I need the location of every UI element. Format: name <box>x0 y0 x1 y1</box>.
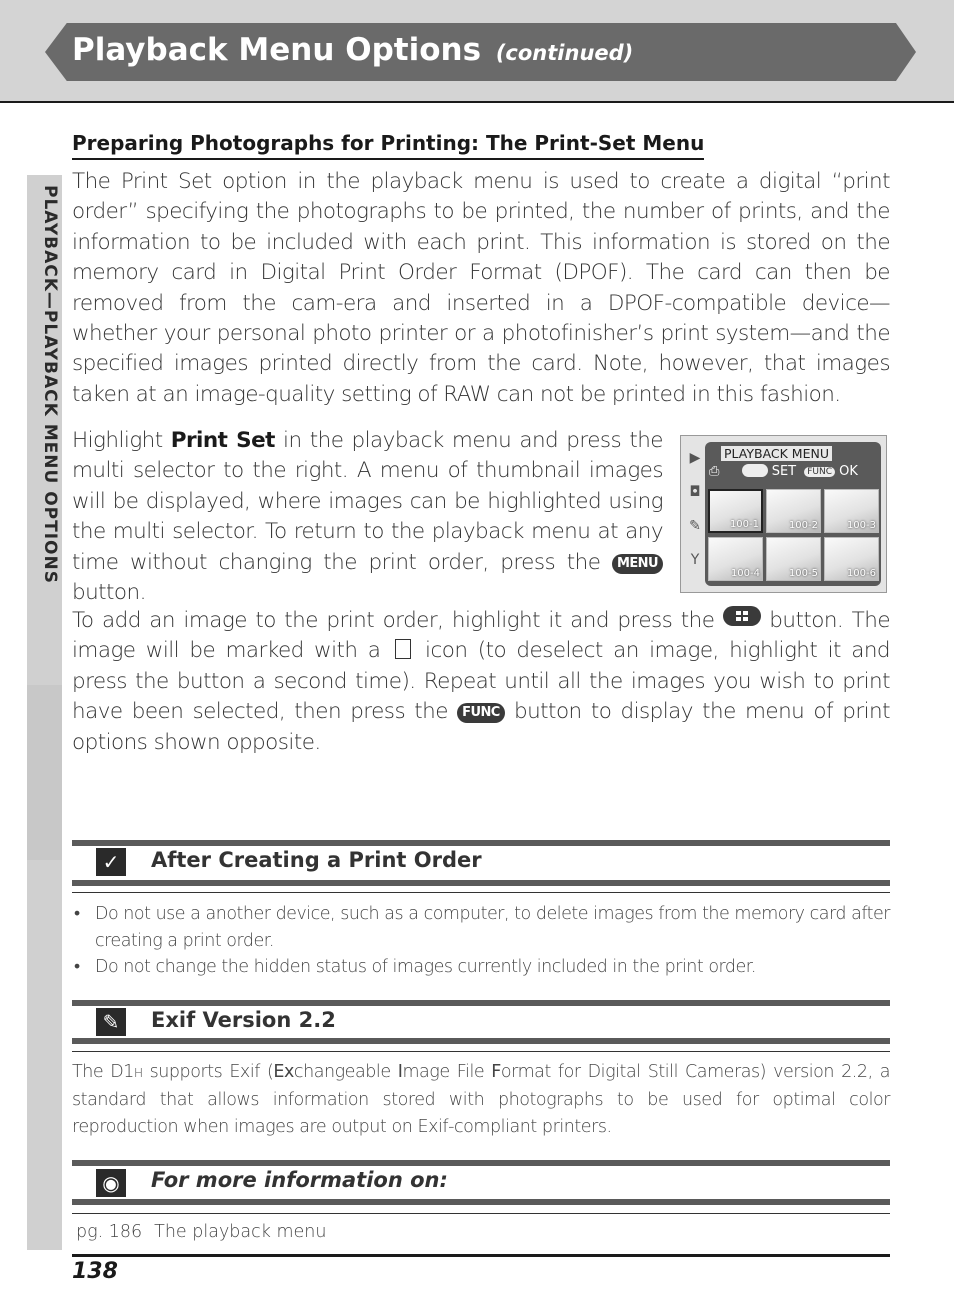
print-mark-icon <box>395 639 411 659</box>
title-main: Playback Menu Options <box>72 32 482 68</box>
section-heading: Preparing Photographs for Printing: The Print-Set Menu <box>72 128 704 160</box>
lcd-screen <box>705 442 881 586</box>
note-rule <box>72 1051 890 1052</box>
footer-rule <box>72 1254 890 1257</box>
reference-text: The playback menu <box>154 1222 327 1242</box>
wrench-icon: Y <box>690 552 700 568</box>
lcd-side-icons <box>685 450 705 590</box>
list-item: • Do not use a another device, such as a computer, to delete images from the memory card after creating a print order. <box>72 901 890 954</box>
after-bullets <box>72 901 890 981</box>
info-tag-icon: ✎ <box>96 1008 126 1036</box>
intro-paragraph: The Print Set option in the playback menu is used to create a digital “print order” specifying the photographs to be printed, the number of prints, and the information to be included with each print. This information is stored on the memory card in Digital Print Order Format (DPOF). The card can then be removed from the cam-era and inserted in a DPOF-compatible device—whether your personal photo printer or a photofinisher’s print system—and the specified images printed directly from the card. Note, however, that images taken at an image-quality setting of RAW can not be printed in this fashion. <box>72 169 890 407</box>
exif-paragraph: The D1H supports Exif (Exchangeable Image File Format for Digital Still Cameras) version 2.2, a standard that allows information stored with photographs to be used for optimal color reproduction when images are output on Exif-compliant printers. <box>72 1062 890 1137</box>
pencil-icon: ✎ <box>689 518 701 534</box>
grid-button-icon <box>723 606 761 626</box>
print-set-term: Print Set <box>170 428 275 453</box>
title-continued: (continued) <box>495 41 634 65</box>
lcd-title: PLAYBACK MENU <box>721 446 832 461</box>
note-bar <box>72 880 890 886</box>
menu-button-icon: MENU <box>612 554 663 574</box>
thumbnail[interactable]: 100-3 <box>824 489 879 533</box>
note-bar <box>72 1038 890 1044</box>
print-set-paragraph: Highlight Print Set in the playback menu and press the multi selector to the right. A menu of thumbnail images will be displayed, where images can be highlighted using the multi selector. To return to the playback menu at any time without changing the print order, press the MENU button. <box>72 428 663 606</box>
func-button-icon: FUNC <box>457 703 505 723</box>
reference-page[interactable]: pg. 186 <box>76 1222 143 1242</box>
print-mark-icon: ⎙ <box>709 464 720 479</box>
note-title-exif: Exif Version 2.2 <box>151 1008 336 1032</box>
thumbnail-grid <box>708 489 878 581</box>
lcd-control-row <box>709 464 877 482</box>
list-item: • Do not change the hidden status of images currently included in the print order. <box>72 954 890 981</box>
camera-icon: ◘ <box>689 484 701 500</box>
note-rule <box>72 1213 890 1214</box>
side-tab-label: PLAYBACK—PLAYBACK MENU OPTIONS <box>40 185 60 584</box>
thumbnail[interactable]: 100-1 <box>708 489 763 533</box>
lcd-ok-label: OK <box>839 464 858 479</box>
lcd-figure <box>680 435 887 593</box>
reference-line <box>76 1219 326 1245</box>
thumbnail[interactable]: 100-4 <box>708 537 763 581</box>
note-rule <box>72 892 890 893</box>
note-bar <box>72 1199 890 1205</box>
page-title <box>72 27 633 73</box>
note-title-after: After Creating a Print Order <box>151 848 482 872</box>
eye-icon: ◉ <box>96 1169 126 1197</box>
add-image-paragraph: To add an image to the print order, highlight it and press the button. The image will be marked with a icon (to deselect an image, highlight it and press the button a second time). Repeat until all the images you wish to print have been selected, then press the FUNC button to display the menu of print options shown opposite. <box>72 608 891 755</box>
lcd-set-label: SET <box>771 464 797 479</box>
thumbnail[interactable]: 100-2 <box>766 489 821 533</box>
thumbnail[interactable]: 100-6 <box>824 537 879 581</box>
grid-button-icon <box>742 464 768 477</box>
page-number: 138 <box>72 1259 118 1284</box>
thumbnail[interactable]: 100-5 <box>766 537 821 581</box>
play-icon: ▶ <box>689 450 701 466</box>
checkmark-icon: ✓ <box>96 848 126 876</box>
lcd-func-icon: FUNC <box>804 467 835 477</box>
note-title-more: For more information on: <box>151 1168 448 1192</box>
